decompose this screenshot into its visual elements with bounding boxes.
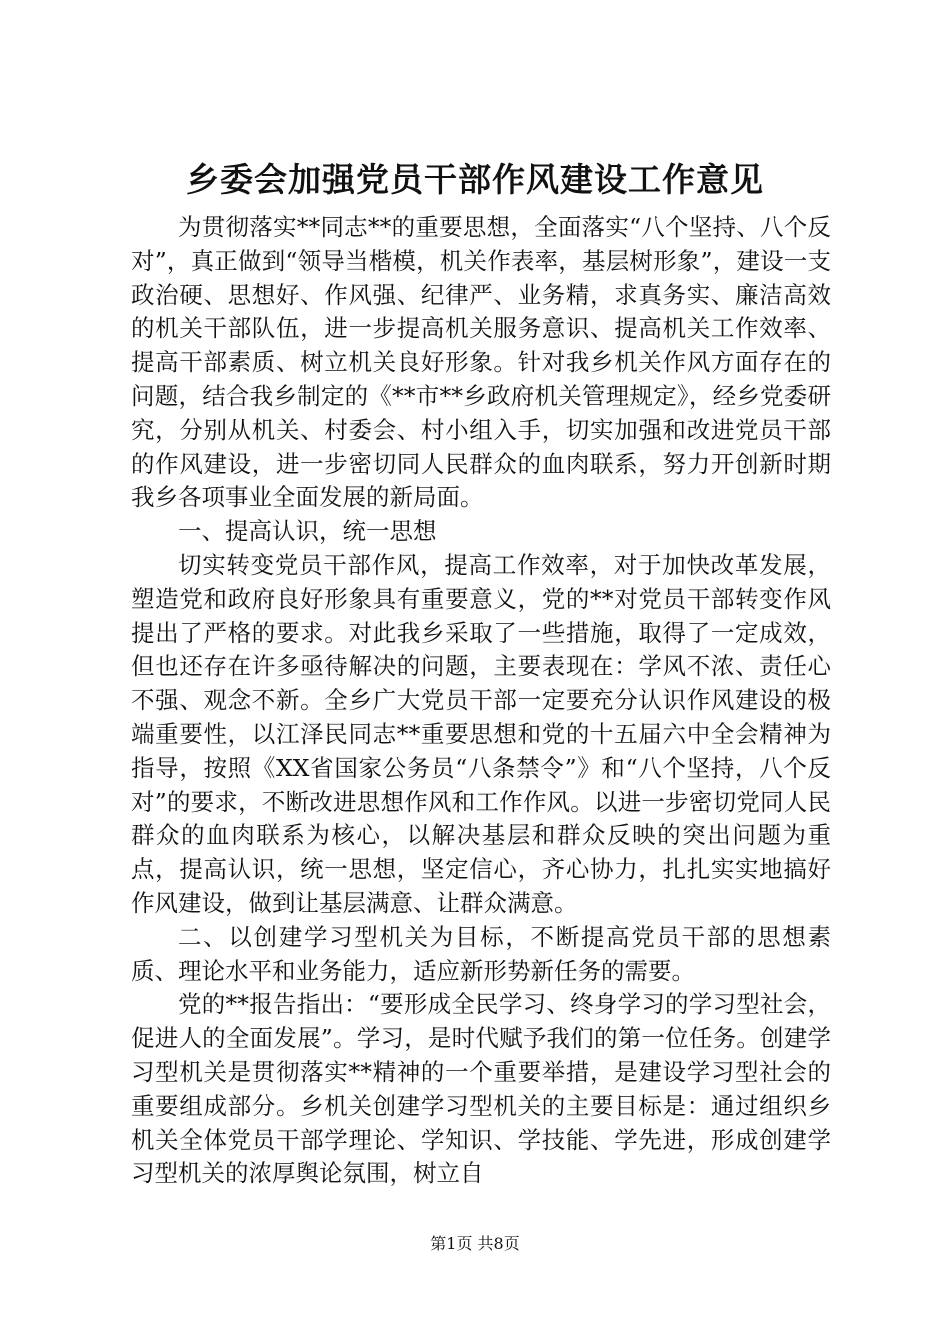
paragraph-section-1: 切实转变党员干部作风，提高工作效率，对于加快改革发展，塑造党和政府良好形象具有重要意义，党的**对党员干部转变作风提出了严格的要求。对此我乡采取了一些措施，取得了一定成效，但也还存在许多亟待解决的问题，主要表现在：学风不浓、责任心不强、观念不新。全乡广大党员干部一定要充分认识作风建设的极端重要性，以江泽民同志**重要思想和党的十五届六中全会精神为指导，按照《XX省国家公务员“八条禁令”》和“八个坚持，八个反对”的要求，不断改进思想作风和工作作风。以进一步密切党同人民群众的血肉联系为核心，以解决基层和群众反映的突出问题为重点，提高认识，统一思想，坚定信心，齐心协力，扎扎实实地搞好作风建设，做到让基层满意、让群众满意。: [131, 550, 831, 917]
section-heading-2: 二、以创建学习型机关为目标，不断提高党员干部的思想素质、理论水平和业务能力，适应新形势新任务的需要。: [131, 922, 831, 985]
document-body: [131, 211, 831, 1191]
paragraph-intro: 为贯彻落实**同志**的重要思想，全面落实“八个坚持、八个反对”，真正做到“领导当楷模，机关作表率，基层树形象”，建设一支政治硬、思想好、作风强、纪律严、业务精，求真务实、廉洁高效的机关干部队伍，进一步提高机关服务意识、提高机关工作效率、提高干部素质、树立机关良好形象。针对我乡机关作风方面存在的问题，结合我乡制定的《**市**乡政府机关管理规定》，经乡党委研究，分别从机关、村委会、村小组入手，切实加强和改进党员干部的作风建设，进一步密切同人民群众的血肉联系，努力开创新时期我乡各项事业全面发展的新局面。: [131, 213, 831, 512]
page-number: 第1页 共8页: [430, 1234, 520, 1253]
section-heading-1: 一、提高认识，统一思想: [178, 517, 437, 546]
document-title: 乡委会加强党员干部作风建设工作意见: [186, 160, 764, 199]
paragraph-section-2: 党的**报告指出：“要形成全民学习、终身学习的学习型社会，促进人的全面发展”。学习，是时代赋予我们的第一位任务。创建学习型机关是贯彻落实**精神的一个重要举措，是建设学习型社会的重要组成部分。乡机关创建学习型机关的主要目标是：通过组织乡机关全体党员干部学理论、学知识、学技能、学先进，形成创建学习型机关的浓厚舆论氛围，树立自: [131, 990, 831, 1188]
